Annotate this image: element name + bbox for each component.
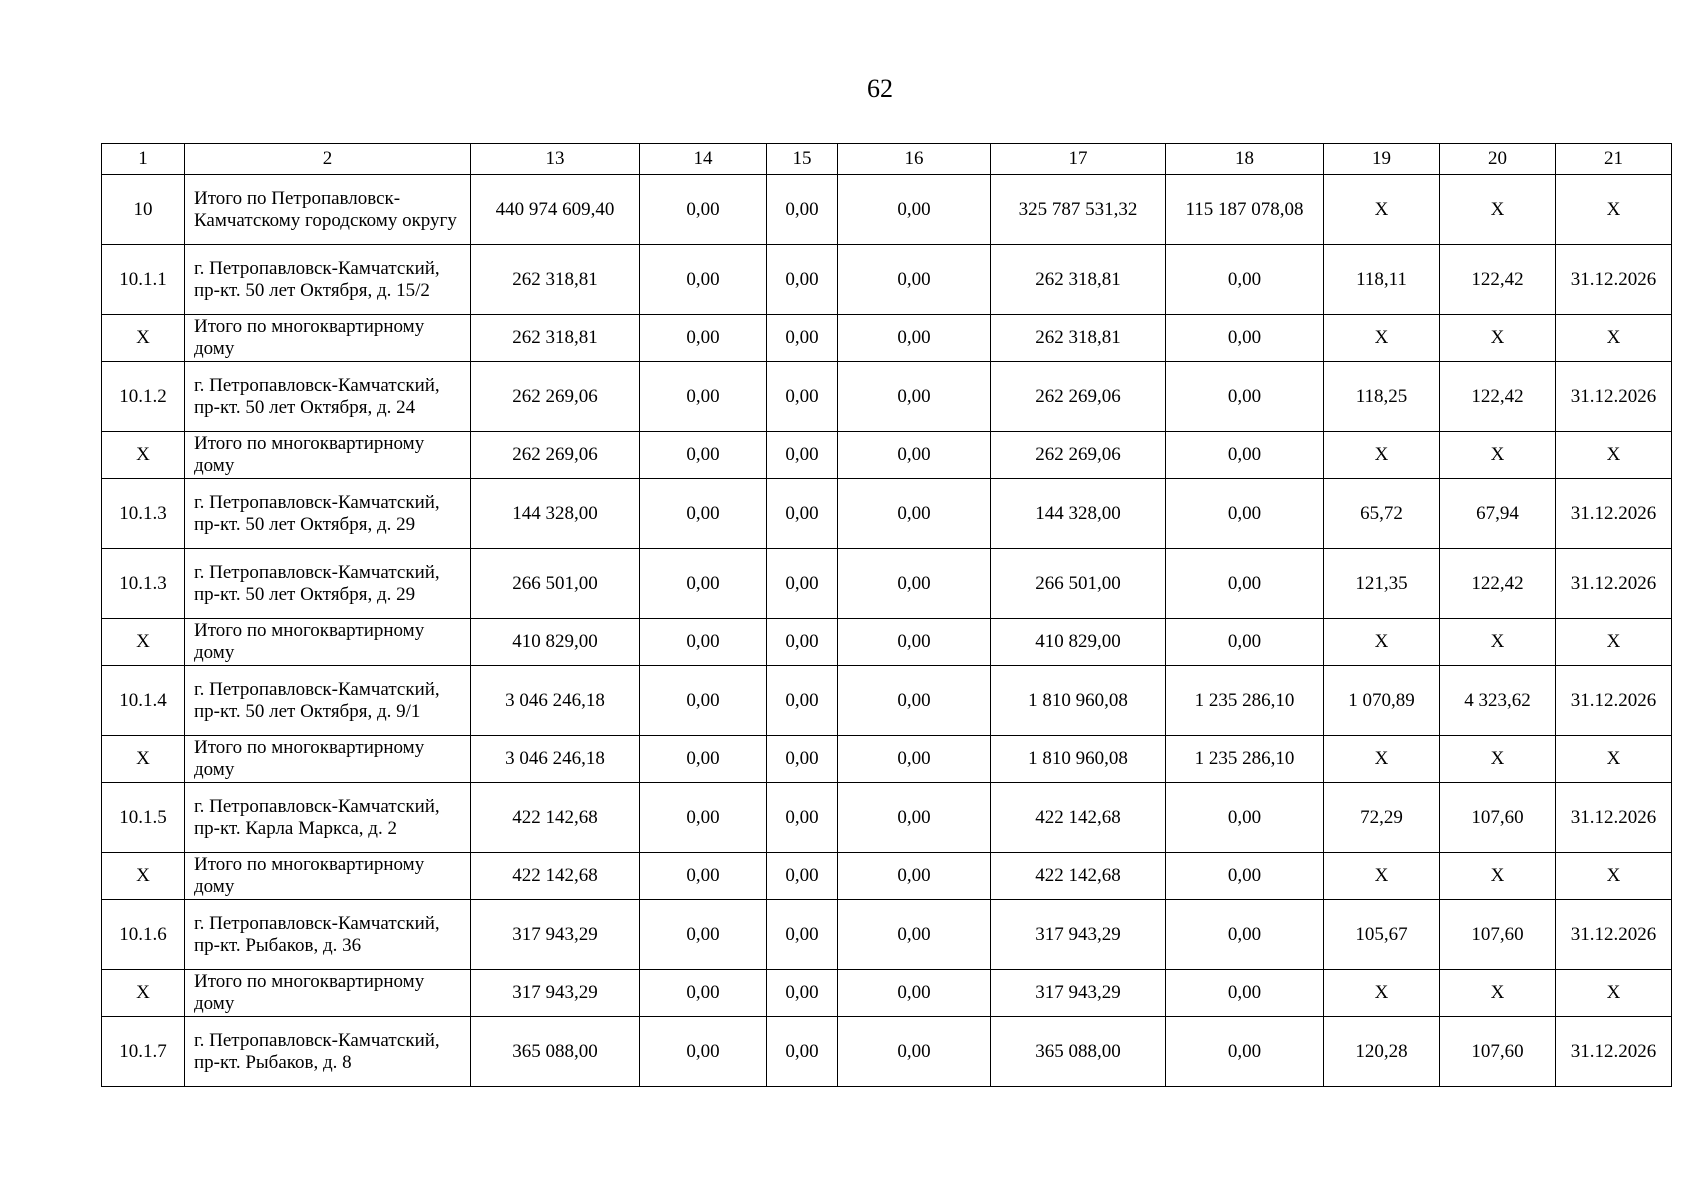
header-cell: 2	[185, 144, 471, 175]
address-cell: Итого по многоквартирному дому	[185, 736, 471, 783]
col-15-cell: 0,00	[767, 666, 838, 736]
table-row	[102, 853, 1672, 900]
col-18-cell: 115 187 078,08	[1166, 175, 1324, 245]
table-row	[102, 1017, 1672, 1087]
data-table	[101, 143, 1672, 1087]
col-13-cell: 365 088,00	[471, 1017, 640, 1087]
col-16-cell: 0,00	[838, 900, 991, 970]
row-number-cell: 10.1.3	[102, 549, 185, 619]
col-13-cell: 3 046 246,18	[471, 736, 640, 783]
col-19-cell: X	[1324, 853, 1440, 900]
col-21-cell: 31.12.2026	[1556, 900, 1672, 970]
col-14-cell: 0,00	[640, 362, 767, 432]
col-17-cell: 262 318,81	[991, 245, 1166, 315]
col-19-cell: X	[1324, 970, 1440, 1017]
col-21-cell: X	[1556, 175, 1672, 245]
col-19-cell: 65,72	[1324, 479, 1440, 549]
col-18-cell: 0,00	[1166, 619, 1324, 666]
col-21-cell: 31.12.2026	[1556, 362, 1672, 432]
col-17-cell: 422 142,68	[991, 783, 1166, 853]
col-14-cell: 0,00	[640, 432, 767, 479]
col-21-cell: X	[1556, 432, 1672, 479]
row-number-cell: X	[102, 315, 185, 362]
col-19-cell: 120,28	[1324, 1017, 1440, 1087]
col-20-cell: X	[1440, 970, 1556, 1017]
col-17-cell: 262 318,81	[991, 315, 1166, 362]
row-number-cell: X	[102, 970, 185, 1017]
col-15-cell: 0,00	[767, 1017, 838, 1087]
col-16-cell: 0,00	[838, 245, 991, 315]
header-cell: 16	[838, 144, 991, 175]
col-14-cell: 0,00	[640, 479, 767, 549]
col-19-cell: 72,29	[1324, 783, 1440, 853]
col-16-cell: 0,00	[838, 362, 991, 432]
col-18-cell: 0,00	[1166, 362, 1324, 432]
col-18-cell: 0,00	[1166, 315, 1324, 362]
col-16-cell: 0,00	[838, 666, 991, 736]
col-13-cell: 262 318,81	[471, 315, 640, 362]
address-cell: г. Петропавловск-Камчатский, пр-кт. 50 лет Октября, д. 24	[185, 362, 471, 432]
col-19-cell: 105,67	[1324, 900, 1440, 970]
address-cell: г. Петропавловск-Камчатский, пр-кт. Рыбаков, д. 8	[185, 1017, 471, 1087]
col-17-cell: 266 501,00	[991, 549, 1166, 619]
col-18-cell: 0,00	[1166, 900, 1324, 970]
col-20-cell: X	[1440, 619, 1556, 666]
col-18-cell: 0,00	[1166, 432, 1324, 479]
row-number-cell: 10.1.4	[102, 666, 185, 736]
table-row	[102, 432, 1672, 479]
col-16-cell: 0,00	[838, 479, 991, 549]
col-13-cell: 440 974 609,40	[471, 175, 640, 245]
col-14-cell: 0,00	[640, 970, 767, 1017]
col-16-cell: 0,00	[838, 970, 991, 1017]
row-number-cell: 10.1.6	[102, 900, 185, 970]
address-cell: г. Петропавловск-Камчатский, пр-кт. Карла Маркса, д. 2	[185, 783, 471, 853]
col-15-cell: 0,00	[767, 245, 838, 315]
header-cell: 18	[1166, 144, 1324, 175]
address-cell: г. Петропавловск-Камчатский, пр-кт. 50 лет Октября, д. 9/1	[185, 666, 471, 736]
col-16-cell: 0,00	[838, 315, 991, 362]
col-15-cell: 0,00	[767, 619, 838, 666]
col-21-cell: 31.12.2026	[1556, 783, 1672, 853]
col-21-cell: 31.12.2026	[1556, 549, 1672, 619]
col-16-cell: 0,00	[838, 619, 991, 666]
col-17-cell: 262 269,06	[991, 362, 1166, 432]
col-13-cell: 266 501,00	[471, 549, 640, 619]
address-cell: Итого по многоквартирному дому	[185, 315, 471, 362]
table-row	[102, 362, 1672, 432]
col-15-cell: 0,00	[767, 315, 838, 362]
col-16-cell: 0,00	[838, 783, 991, 853]
col-13-cell: 410 829,00	[471, 619, 640, 666]
table-row	[102, 315, 1672, 362]
col-13-cell: 144 328,00	[471, 479, 640, 549]
col-13-cell: 262 318,81	[471, 245, 640, 315]
col-14-cell: 0,00	[640, 853, 767, 900]
col-20-cell: 122,42	[1440, 549, 1556, 619]
col-19-cell: X	[1324, 315, 1440, 362]
col-20-cell: X	[1440, 432, 1556, 479]
address-cell: г. Петропавловск-Камчатский, пр-кт. 50 лет Октября, д. 15/2	[185, 245, 471, 315]
col-21-cell: 31.12.2026	[1556, 479, 1672, 549]
col-13-cell: 262 269,06	[471, 432, 640, 479]
col-15-cell: 0,00	[767, 900, 838, 970]
col-15-cell: 0,00	[767, 479, 838, 549]
address-cell: Итого по многоквартирному дому	[185, 432, 471, 479]
col-17-cell: 410 829,00	[991, 619, 1166, 666]
col-20-cell: 67,94	[1440, 479, 1556, 549]
table-row	[102, 619, 1672, 666]
address-cell: г. Петропавловск-Камчатский, пр-кт. 50 лет Октября, д. 29	[185, 479, 471, 549]
table-row	[102, 479, 1672, 549]
col-16-cell: 0,00	[838, 549, 991, 619]
col-13-cell: 422 142,68	[471, 853, 640, 900]
col-19-cell: X	[1324, 432, 1440, 479]
address-cell: Итого по многоквартирному дому	[185, 853, 471, 900]
row-number-cell: X	[102, 853, 185, 900]
col-14-cell: 0,00	[640, 666, 767, 736]
col-13-cell: 262 269,06	[471, 362, 640, 432]
col-15-cell: 0,00	[767, 970, 838, 1017]
col-19-cell: 118,25	[1324, 362, 1440, 432]
col-19-cell: 118,11	[1324, 245, 1440, 315]
col-16-cell: 0,00	[838, 1017, 991, 1087]
col-20-cell: 107,60	[1440, 1017, 1556, 1087]
col-18-cell: 0,00	[1166, 549, 1324, 619]
col-16-cell: 0,00	[838, 736, 991, 783]
col-21-cell: 31.12.2026	[1556, 666, 1672, 736]
table-row	[102, 736, 1672, 783]
col-20-cell: X	[1440, 853, 1556, 900]
header-cell: 1	[102, 144, 185, 175]
col-13-cell: 3 046 246,18	[471, 666, 640, 736]
col-18-cell: 0,00	[1166, 853, 1324, 900]
col-13-cell: 422 142,68	[471, 783, 640, 853]
row-number-cell: X	[102, 432, 185, 479]
col-16-cell: 0,00	[838, 432, 991, 479]
col-18-cell: 0,00	[1166, 479, 1324, 549]
table-row	[102, 245, 1672, 315]
row-number-cell: 10.1.7	[102, 1017, 185, 1087]
col-21-cell: X	[1556, 315, 1672, 362]
col-16-cell: 0,00	[838, 175, 991, 245]
col-20-cell: X	[1440, 315, 1556, 362]
table-row	[102, 666, 1672, 736]
col-14-cell: 0,00	[640, 245, 767, 315]
col-15-cell: 0,00	[767, 175, 838, 245]
col-13-cell: 317 943,29	[471, 970, 640, 1017]
col-14-cell: 0,00	[640, 175, 767, 245]
row-number-cell: 10.1.5	[102, 783, 185, 853]
col-19-cell: X	[1324, 175, 1440, 245]
table-row	[102, 970, 1672, 1017]
col-19-cell: 121,35	[1324, 549, 1440, 619]
table-row	[102, 900, 1672, 970]
row-number-cell: X	[102, 619, 185, 666]
col-17-cell: 1 810 960,08	[991, 736, 1166, 783]
header-cell: 13	[471, 144, 640, 175]
table-row	[102, 783, 1672, 853]
row-number-cell: 10	[102, 175, 185, 245]
row-number-cell: 10.1.1	[102, 245, 185, 315]
col-21-cell: 31.12.2026	[1556, 1017, 1672, 1087]
col-21-cell: X	[1556, 619, 1672, 666]
col-18-cell: 0,00	[1166, 245, 1324, 315]
page-number: 62	[867, 74, 893, 103]
col-17-cell: 262 269,06	[991, 432, 1166, 479]
col-18-cell: 0,00	[1166, 783, 1324, 853]
col-19-cell: X	[1324, 736, 1440, 783]
col-16-cell: 0,00	[838, 853, 991, 900]
col-15-cell: 0,00	[767, 853, 838, 900]
header-cell: 14	[640, 144, 767, 175]
col-21-cell: X	[1556, 970, 1672, 1017]
col-14-cell: 0,00	[640, 900, 767, 970]
col-14-cell: 0,00	[640, 549, 767, 619]
col-17-cell: 325 787 531,32	[991, 175, 1166, 245]
col-17-cell: 317 943,29	[991, 970, 1166, 1017]
col-15-cell: 0,00	[767, 783, 838, 853]
col-19-cell: X	[1324, 619, 1440, 666]
address-cell: Итого по многоквартирному дому	[185, 619, 471, 666]
table-row	[102, 175, 1672, 245]
col-17-cell: 1 810 960,08	[991, 666, 1166, 736]
row-number-cell: 10.1.2	[102, 362, 185, 432]
col-15-cell: 0,00	[767, 362, 838, 432]
col-17-cell: 317 943,29	[991, 900, 1166, 970]
col-21-cell: X	[1556, 736, 1672, 783]
table-header-row	[102, 144, 1672, 175]
col-15-cell: 0,00	[767, 736, 838, 783]
col-18-cell: 1 235 286,10	[1166, 666, 1324, 736]
col-14-cell: 0,00	[640, 619, 767, 666]
col-20-cell: X	[1440, 175, 1556, 245]
address-cell: Итого по многоквартирному дому	[185, 970, 471, 1017]
col-17-cell: 422 142,68	[991, 853, 1166, 900]
header-cell: 21	[1556, 144, 1672, 175]
col-20-cell: 122,42	[1440, 245, 1556, 315]
col-20-cell: 122,42	[1440, 362, 1556, 432]
col-14-cell: 0,00	[640, 315, 767, 362]
col-21-cell: X	[1556, 853, 1672, 900]
col-20-cell: 107,60	[1440, 783, 1556, 853]
col-13-cell: 317 943,29	[471, 900, 640, 970]
header-cell: 20	[1440, 144, 1556, 175]
col-18-cell: 0,00	[1166, 1017, 1324, 1087]
row-number-cell: X	[102, 736, 185, 783]
address-cell: Итого по Петропавловск-Камчатскому городскому округу	[185, 175, 471, 245]
header-cell: 15	[767, 144, 838, 175]
header-cell: 19	[1324, 144, 1440, 175]
header-cell: 17	[991, 144, 1166, 175]
col-20-cell: X	[1440, 736, 1556, 783]
col-17-cell: 144 328,00	[991, 479, 1166, 549]
col-14-cell: 0,00	[640, 783, 767, 853]
col-18-cell: 1 235 286,10	[1166, 736, 1324, 783]
col-14-cell: 0,00	[640, 736, 767, 783]
col-18-cell: 0,00	[1166, 970, 1324, 1017]
col-19-cell: 1 070,89	[1324, 666, 1440, 736]
col-14-cell: 0,00	[640, 1017, 767, 1087]
col-17-cell: 365 088,00	[991, 1017, 1166, 1087]
col-15-cell: 0,00	[767, 549, 838, 619]
table-row	[102, 549, 1672, 619]
col-20-cell: 4 323,62	[1440, 666, 1556, 736]
col-21-cell: 31.12.2026	[1556, 245, 1672, 315]
address-cell: г. Петропавловск-Камчатский, пр-кт. 50 лет Октября, д. 29	[185, 549, 471, 619]
col-15-cell: 0,00	[767, 432, 838, 479]
row-number-cell: 10.1.3	[102, 479, 185, 549]
address-cell: г. Петропавловск-Камчатский, пр-кт. Рыбаков, д. 36	[185, 900, 471, 970]
col-20-cell: 107,60	[1440, 900, 1556, 970]
